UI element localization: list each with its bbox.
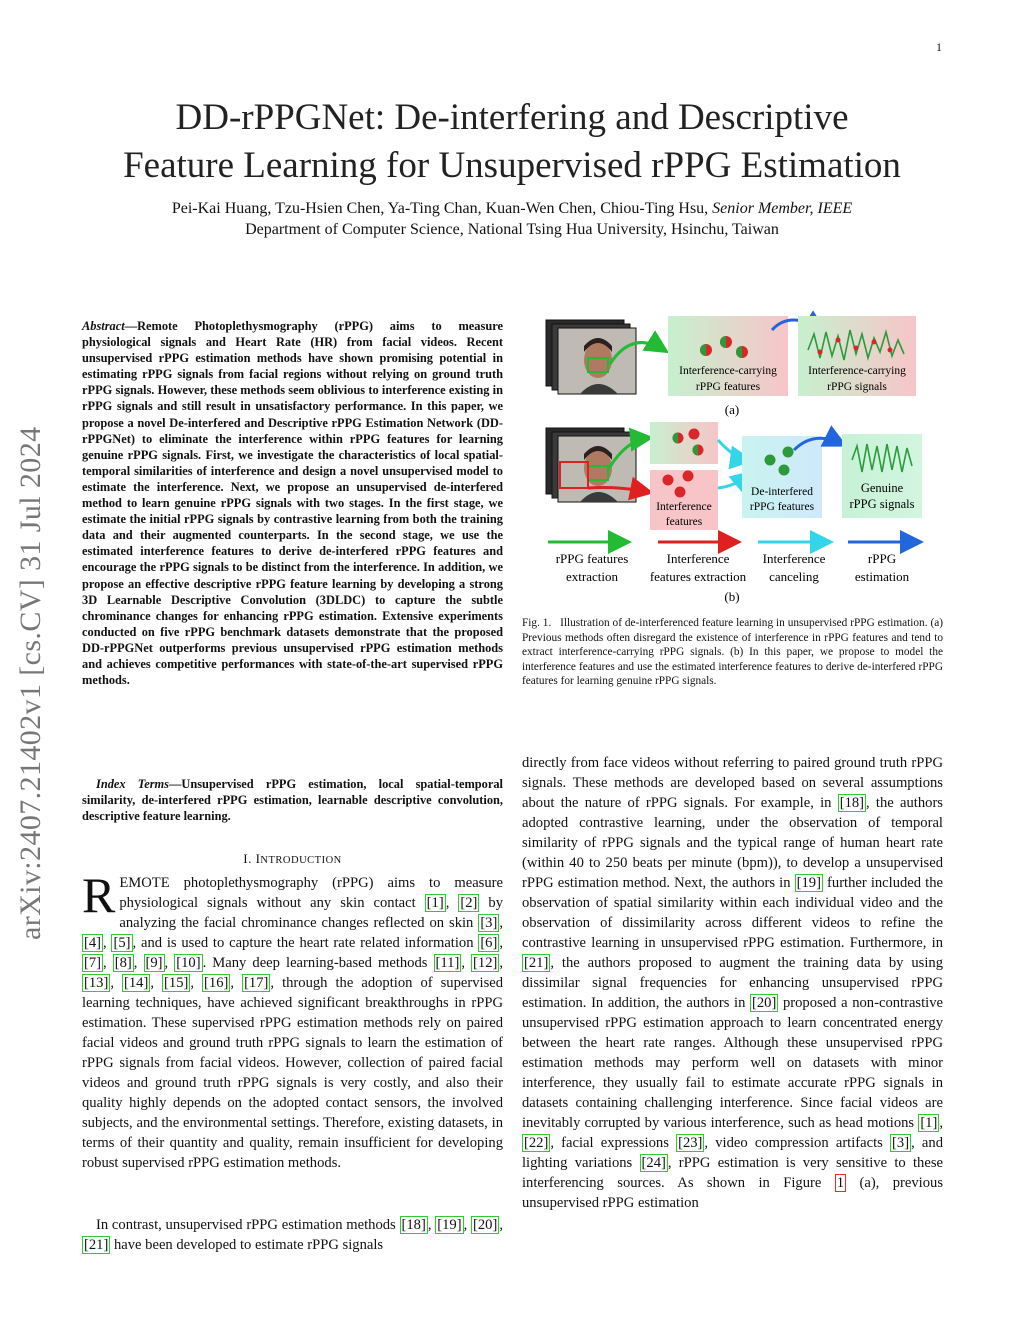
intro-paragraph-2: In contrast, unsupervised rPPG estimation methods [18] , [19] , [20] , [21] have been developed to estimate rPPG signals <box>84 1217 503 1253</box>
figure-caption <box>522 616 943 689</box>
citation-link[interactable]: [21] <box>524 955 549 971</box>
citation-link[interactable]: [3] <box>480 915 498 931</box>
index-terms <box>82 776 503 824</box>
title-line-2: Feature Learning for Unsupervised rPPG Estimation <box>123 145 901 186</box>
legend-label-3a: Interference <box>762 551 826 566</box>
citation-link[interactable]: [3] <box>892 1135 910 1151</box>
face-video-frames-a <box>546 320 636 394</box>
face-video-frames-b <box>546 428 636 502</box>
right-column-paragraph: directly from face videos without referring to paired ground truth rPPG signals. These methods are developed based on several assumptions about the nature of rPPG signals. For example, in [18] , the authors adopted contrastive learning, under the observation of temporal similarity of rPPG signals and the typical range of human heart rate (within 40 to 250 beats per minute (bpm)), to develop a unsupervised rPPG estimation method. Next, the authors in [19] further included the observation of spatial similarity within each individual video and the observation of dissimilarity across different videos to refine the contrastive learning in unsupervised rPPG estimation. Furthermore, in [21] , the authors proposed to augment the training data by using dissimilar signal frequencies for enhancing unsupervised rPPG estimation. In addition, the authors in [20] proposed a non-contrastive unsupervised rPPG estimation approach to learn concentrated energy between the heart rate ranges. Although these unsupervised rPPG estimation methods may perform well on datasets with minor interference, they usually fail to estimate accurate rPPG signals in datasets containing challenging interference. Since facial videos are inevitably corrupted by various interference, such as head motions [1] , [22] , facial expressions [23] , video compression artifacts [3] , and lighting variations [24] , rPPG estimation is very sensitive to these interferencing sources. As shown in Figure 1 (a), previous unsupervised rPPG estimation <box>522 755 944 1211</box>
citation-link[interactable]: [8] <box>114 955 132 971</box>
label-a-box2-line1: Interference-carrying <box>808 365 906 377</box>
paper-title <box>60 94 964 190</box>
citation-link[interactable]: [7] <box>84 955 102 971</box>
citation-link[interactable]: [15] <box>164 975 189 991</box>
panel-a-label: (a) <box>724 402 740 417</box>
box-mixed-features-b <box>650 422 718 464</box>
citation-link[interactable]: [1] <box>920 1115 938 1131</box>
citation-link[interactable]: [21] <box>84 1237 109 1253</box>
intro-paragraph-1: REMOTE photoplethysmography (rPPG) aims to measure physiological signals without any skin contact [1] , [2] by analyzing the facial chrominance changes reflected on skin [3] , [4] , [5] , and is used to capture the heart rate related information [6] , [7] , [8] , [9] , [10] . Many deep learning-based methods [11] , [12] , [13] , [14] , [15] , [16] , [17] , through the adoption of supervised learning techniques, have achieved significant breakthroughs in rPPG estimation. These supervised rPPG estimation methods rely on paired facial videos and ground truth rPPG signals to learn the estimation of rPPG signals from facial videos. However, collection of paired facial videos and ground truth rPPG signals is very costly, and also their quality highly depends on the adopted contact sensors, the involved subjects, and the environmental settings. Therefore, existing datasets, in terms of their quantity and quality, remain insufficient for developing robust supervised rPPG estimation methods. <box>82 867 504 1171</box>
section-heading: I. INTRODUCTION <box>243 851 342 866</box>
citation-link[interactable]: [20] <box>473 1217 498 1233</box>
abstract-label: Abstract <box>82 319 125 333</box>
citation-link[interactable]: [19] <box>796 875 821 891</box>
abstract <box>82 318 503 688</box>
affiliation: Department of Computer Science, National Tsing Hua University, Hsinchu, Taiwan <box>245 221 779 238</box>
index-terms-label: Index Terms <box>96 777 169 791</box>
label-deinterfered-line2: rPPG features <box>749 501 815 513</box>
drop-cap: R <box>82 867 116 923</box>
label-genuine-line2: rPPG signals <box>849 497 915 511</box>
figure-1-illustration <box>522 310 944 610</box>
label-a-box2-line2: rPPG signals <box>827 381 887 393</box>
citation-link[interactable]: [19] <box>437 1217 462 1233</box>
citation-link[interactable]: [14] <box>124 975 149 991</box>
label-interference-line1: Interference <box>656 501 712 513</box>
label-deinterfered-line1: De-interfered <box>751 486 813 498</box>
citation-link[interactable]: [17] <box>244 975 269 991</box>
label-a-box1-line1: Interference-carrying <box>679 365 777 377</box>
title-line-1: DD-rPPGNet: De-interfering and Descriptive <box>175 97 849 138</box>
citation-link[interactable]: [6] <box>480 935 498 951</box>
legend-label-3b: canceling <box>769 569 819 584</box>
abstract-text: —Remote Photoplethysmography (rPPG) aims to measure physiological signals and Heart Rate (HR) from facial videos. Recent unsupervised rPPG estimation methods have shown promising potential in estimating rPPG signals from facial regions without relying on ground truth rPPG signals. However, these methods seem oblivious to interference existing in rPPG signals and still result in unsatisfactory performance. In this paper, we propose a novel De-interfered and Descriptive rPPG Estimation Network (DD-rPPGNet) to eliminate the interference within rPPG features for learning genuine rPPG signals. First, we investigate the characteristics of local spatial-temporal similarities of interference and design a novel unsupervised model to estimate the interference. Next, we propose an unsupervised de-interfered method to learn genuine rPPG signals with two stages. In the first stage, we estimate the initial rPPG signals by contrastive learning from both the training data and their augmented counterparts. In the second stage, we use the estimated interference features to derive de-interfered rPPG features and encourage the rPPG signals to be distinct from the interference. In addition, we propose an effective descriptive rPPG feature learning by developing a strong 3D Learnable Descriptive Convolution (3DLDC) to capture the subtle chrominance changes for enhancing rPPG estimation. Extensive experiments conducted on five rPPG benchmark datasets demonstrate that the proposed DD-rPPGNet outperforms previous unsupervised rPPG estimation methods and achieves competitive performances with state-of-the-art supervised rPPG methods. <box>82 319 503 688</box>
citation-link[interactable]: [24] <box>641 1155 666 1171</box>
page-number: 1 <box>936 40 942 54</box>
citation-link[interactable]: [1] <box>426 895 444 911</box>
citation-link[interactable]: [16] <box>204 975 229 991</box>
author-membership: Senior Member, IEEE <box>712 200 853 217</box>
legend-label-1b: extraction <box>566 569 618 584</box>
label-a-box1-line2: rPPG features <box>695 381 761 393</box>
author-list: Pei-Kai Huang, Tzu-Hsien Chen, Ya-Ting Chan, Kuan-Wen Chen, Chiou-Ting Hsu, <box>171 200 709 217</box>
index-terms-text: —Unsupervised rPPG estimation, local spatial-temporal similarity, de-interfered rPPG estimation, learnable descriptive convolution, descriptive feature learning. <box>82 777 503 824</box>
citation-link[interactable]: [18] <box>401 1217 426 1233</box>
citation-link[interactable]: [5] <box>113 935 131 951</box>
citation-link[interactable]: [11] <box>435 955 460 971</box>
legend-label-1a: rPPG features <box>555 551 629 566</box>
caption-text: Illustration of de-interferenced feature learning in unsupervised rPPG estimation. (a) Previous methods often disregard the existence of interference in rPPG features and tend to extract interference-carrying rPPG signals. (b) In this paper, we propose to model the interference features and use the estimated interference features to derive de-interfered rPPG features for learning genuine rPPG signals. <box>522 617 943 688</box>
panel-b-label: (b) <box>724 589 740 604</box>
citation-link[interactable]: [9] <box>145 955 163 971</box>
legend-label-2a: Interference <box>666 551 730 566</box>
citation-link[interactable]: [18] <box>839 795 865 811</box>
citation-link[interactable]: [23] <box>678 1135 703 1151</box>
citation-link[interactable]: [4] <box>84 935 102 951</box>
label-interference-line2: features <box>665 516 703 528</box>
author-block <box>60 198 964 240</box>
figure-reference-link[interactable]: 1 <box>836 1175 845 1191</box>
citation-link[interactable]: [10] <box>176 955 201 971</box>
figure-legend <box>548 542 918 584</box>
citation-link[interactable]: [22] <box>524 1135 549 1151</box>
citation-link[interactable]: [13] <box>84 975 109 991</box>
citation-link[interactable]: [12] <box>473 955 498 971</box>
label-genuine-line1: Genuine <box>860 481 904 495</box>
arxiv-identifier: arXiv:2407.21402v1 [cs.CV] 31 Jul 2024 <box>14 426 47 940</box>
legend-label-2b: features extraction <box>649 569 747 584</box>
caption-label: Fig. 1. <box>522 617 552 629</box>
citation-link[interactable]: [20] <box>752 995 777 1011</box>
legend-label-4b: estimation <box>854 569 910 584</box>
legend-label-4a: rPPG <box>867 551 897 566</box>
citation-link[interactable]: [2] <box>460 895 478 911</box>
